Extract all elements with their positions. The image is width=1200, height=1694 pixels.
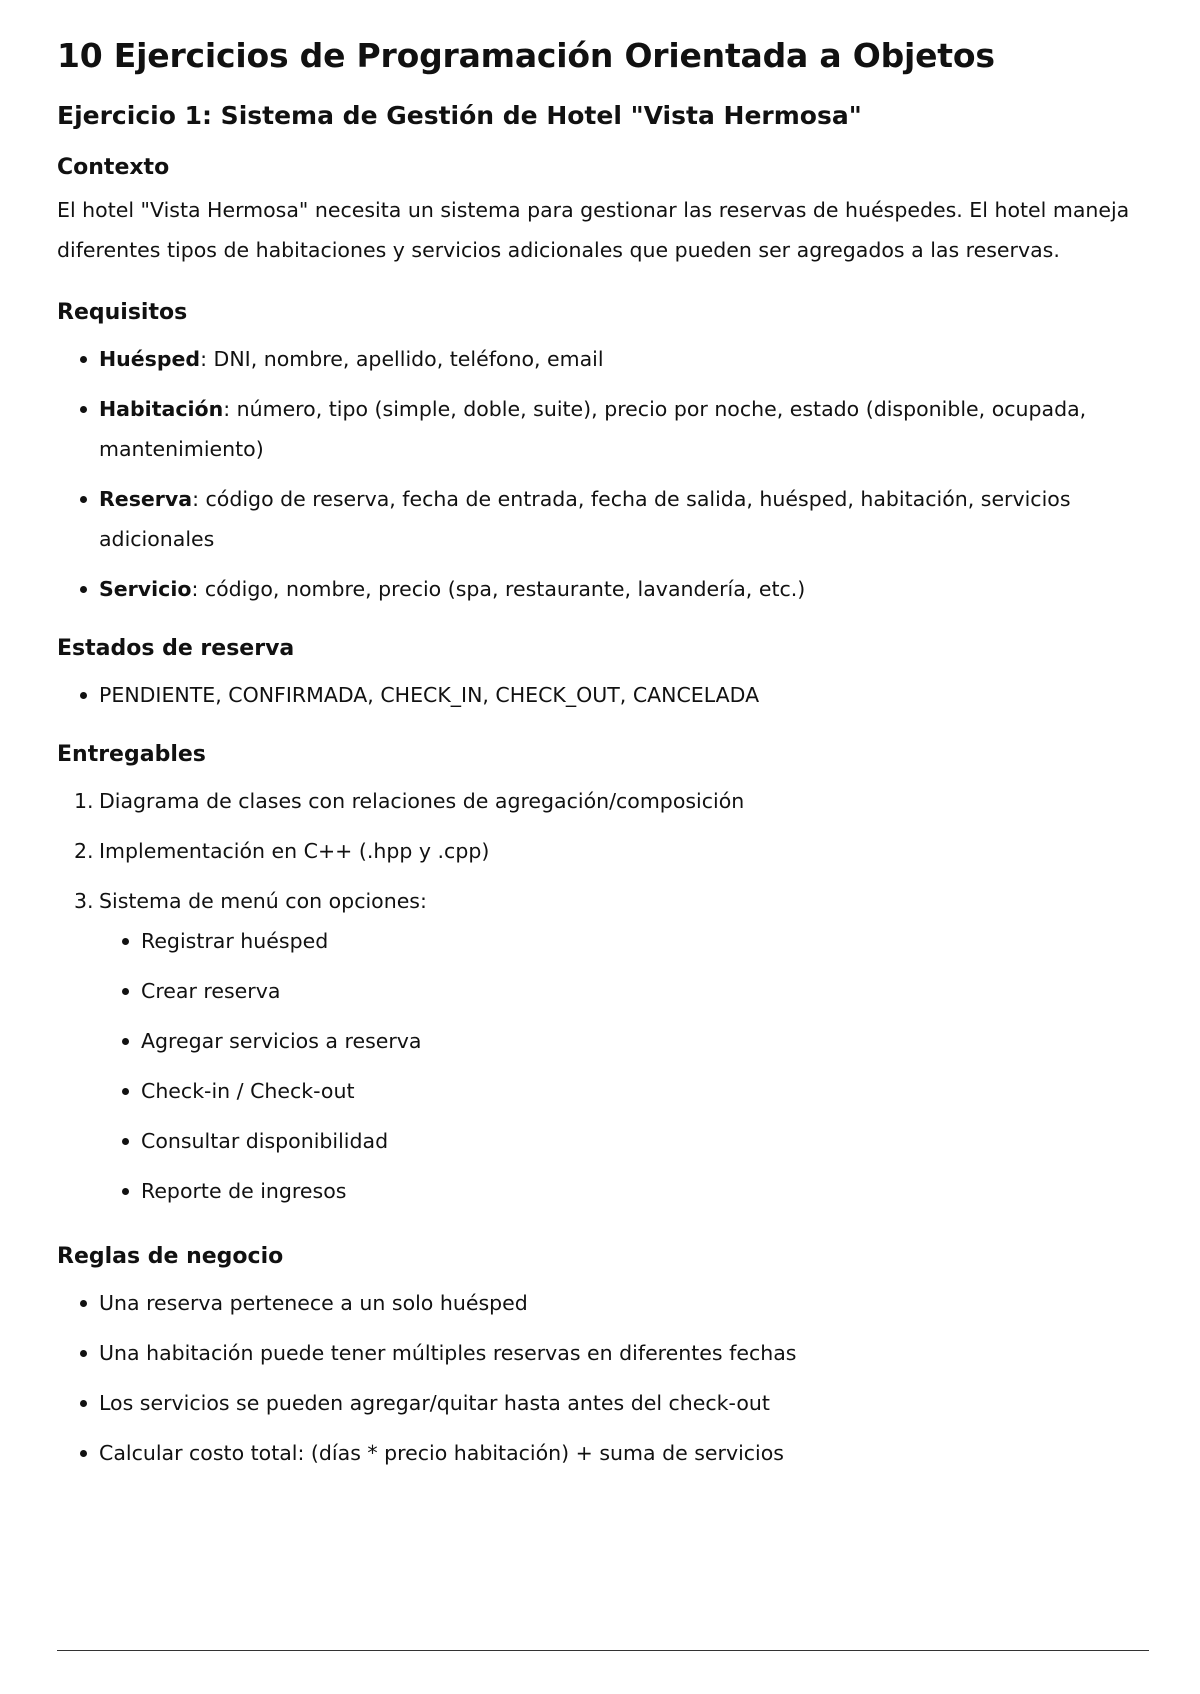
list-item: Los servicios se pueden agregar/quitar hasta antes del check-out [57, 1383, 1157, 1423]
list-item: Reporte de ingresos [99, 1171, 1157, 1211]
states-list [57, 675, 1157, 715]
list-item [57, 881, 1157, 1211]
deliverables-list [57, 781, 1157, 1211]
exercise-title: Ejercicio 1: Sistema de Gestión de Hotel "Vista Hermosa" [57, 101, 862, 130]
item-text: Implementación en C++ (.hpp y .cpp) [99, 839, 490, 863]
item-number: 3. [74, 889, 94, 913]
list-item [57, 831, 1157, 871]
list-item: Agregar servicios a reserva [99, 1021, 1157, 1061]
item-text: Sistema de menú con opciones: [99, 889, 427, 913]
item-number: 2. [74, 839, 94, 863]
context-heading: Contexto [57, 155, 170, 180]
list-item: PENDIENTE, CONFIRMADA, CHECK_IN, CHECK_OUT, CANCELADA [57, 675, 1157, 715]
list-item: Consultar disponibilidad [99, 1121, 1157, 1161]
requirement-term: Servicio [99, 577, 192, 601]
menu-options-list [99, 921, 1157, 1211]
document-title: 10 Ejercicios de Programación Orientada a Objetos [57, 36, 995, 75]
list-item: Una habitación puede tener múltiples reservas en diferentes fechas [57, 1333, 1157, 1373]
requirements-heading: Requisitos [57, 300, 188, 325]
requirement-text: : DNI, nombre, apellido, teléfono, email [200, 347, 604, 371]
list-item [57, 569, 1157, 609]
item-number: 1. [74, 789, 94, 813]
list-item [57, 339, 1157, 379]
requirement-term: Habitación [99, 397, 224, 421]
list-item: Calcular costo total: (días * precio habitación) + suma de servicios [57, 1433, 1157, 1473]
item-text: Diagrama de clases con relaciones de agregación/composición [99, 789, 745, 813]
list-item: Registrar huésped [99, 921, 1157, 961]
list-item [57, 479, 1157, 559]
deliverables-heading: Entregables [57, 742, 206, 767]
requirements-list [57, 339, 1157, 609]
list-item [57, 389, 1157, 469]
rules-list [57, 1283, 1157, 1473]
rules-heading: Reglas de negocio [57, 1244, 284, 1269]
requirement-text: : número, tipo (simple, doble, suite), precio por noche, estado (disponible, ocupada, mantenimiento) [99, 397, 1087, 461]
context-paragraph: El hotel "Vista Hermosa" necesita un sistema para gestionar las reservas de huéspedes. El hotel maneja diferentes tipos de habitaciones y servicios adicionales que pueden ser agregados a las reservas. [57, 198, 1130, 262]
list-item: Check-in / Check-out [99, 1071, 1157, 1111]
requirement-term: Reserva [99, 487, 193, 511]
horizontal-divider [57, 1650, 1149, 1651]
requirement-term: Huésped [99, 347, 201, 371]
requirement-text: : código, nombre, precio (spa, restaurante, lavandería, etc.) [191, 577, 806, 601]
requirement-text: : código de reserva, fecha de entrada, fecha de salida, huésped, habitación, servicios adicionales [99, 487, 1071, 551]
list-item [57, 781, 1157, 821]
states-heading: Estados de reserva [57, 636, 295, 661]
list-item: Una reserva pertenece a un solo huésped [57, 1283, 1157, 1323]
list-item: Crear reserva [99, 971, 1157, 1011]
